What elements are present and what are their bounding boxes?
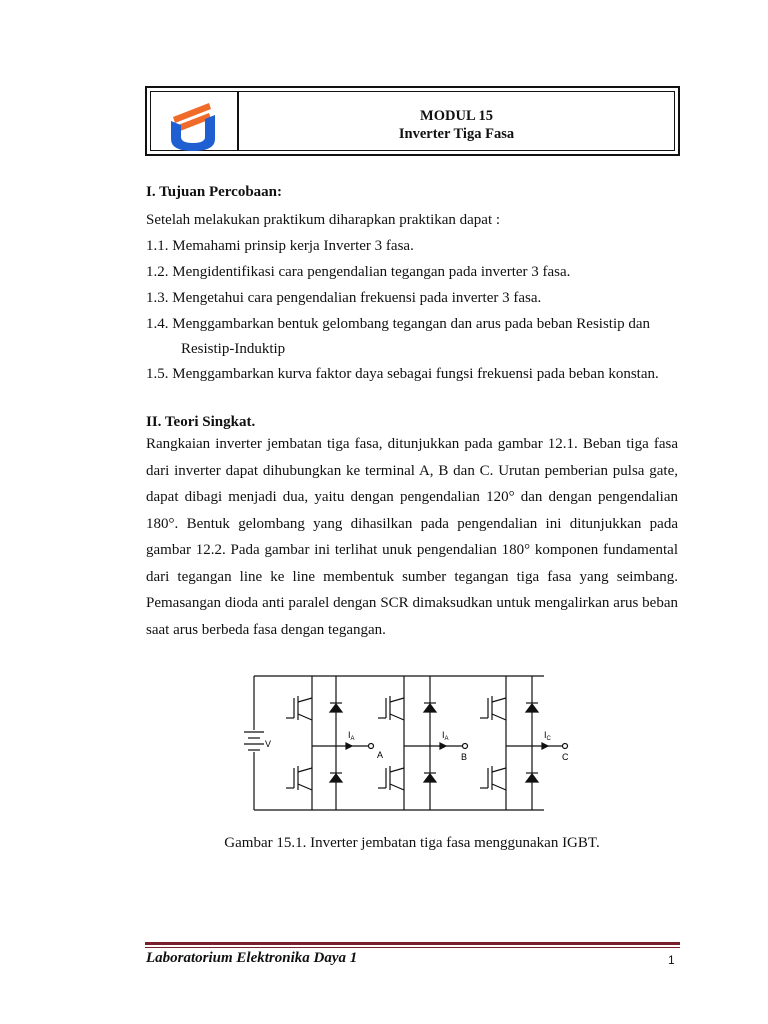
theory-paragraph: Rangkaian inverter jembatan tiga fasa, ditunjukkan pada gambar 12.1. Beban tiga fasa dari inverter dapat dihubungkan ke terminal A, B dan C. Urutan pemberian pulsa gate, dapat dibagi menjadi dua, yaitu dengan pengendalian 120° dan dengan pengendalian 180°. Bentuk gelombang yang dihasilkan pada pengendalian ini ditunjukkan pada gambar 12.2. Pada gambar ini terlihat unuk pengendalian 180° komponen fundamental dari tegangan line ke line membentuk sumber tegangan tiga fasa yang seimbang. Pemasangan dioda anti paralel dengan SCR dimaksudkan untuk mengalirkan arus beban saat arus berbeda fasa dengan tegangan. [146, 436, 678, 638]
source-label: V [265, 739, 272, 749]
module-number: MODUL 15 [420, 108, 493, 124]
terminal-label-c: C [562, 752, 569, 762]
module-header-box [145, 86, 680, 156]
terminal-label-a: A [377, 750, 384, 760]
section2-heading: II. Teori Singkat. [146, 414, 256, 430]
footer-rule [145, 942, 680, 945]
institution-logo [169, 99, 217, 153]
terminal-label-b: B [461, 752, 468, 762]
objective-item-continuation: Resistip-Induktip [181, 341, 286, 357]
current-label-b: $I_A$ [442, 730, 449, 742]
objective-item: 1.2. Mengidentifikasi cara pengendalian tegangan pada inverter 3 fasa. [146, 264, 571, 280]
current-label-c: $I_C$ [544, 730, 551, 742]
logo-cell [151, 92, 239, 150]
figure-caption: Gambar 15.1. Inverter jembatan tiga fasa menggunakan IGBT. [224, 835, 600, 851]
objective-item: 1.4. Menggambarkan bentuk gelombang tegangan dan arus pada beban Resistip dan [146, 316, 651, 332]
page-number: 1 [668, 953, 675, 967]
footer-lab-name: Laboratorium Elektronika Daya 1 [146, 950, 358, 966]
footer-rule-thin [145, 947, 680, 948]
module-title: Inverter Tiga Fasa [398, 126, 515, 142]
section1-intro: Setelah melakukan praktikum diharapkan praktikan dapat : [146, 212, 501, 228]
section1-heading: I. Tujuan Percobaan: [146, 184, 283, 200]
objective-item: 1.5. Menggambarkan kurva faktor daya sebagai fungsi frekuensi pada beban konstan. [146, 366, 659, 382]
module-header-inner [150, 91, 675, 151]
inverter-circuit-diagram [236, 668, 586, 818]
module-title-cell [239, 92, 674, 150]
objective-item: 1.3. Mengetahui cara pengendalian frekuensi pada inverter 3 fasa. [146, 290, 542, 306]
current-label-a: $I_A$ [348, 730, 355, 742]
objective-item: 1.1. Memahami prinsip kerja Inverter 3 fasa. [146, 238, 414, 254]
